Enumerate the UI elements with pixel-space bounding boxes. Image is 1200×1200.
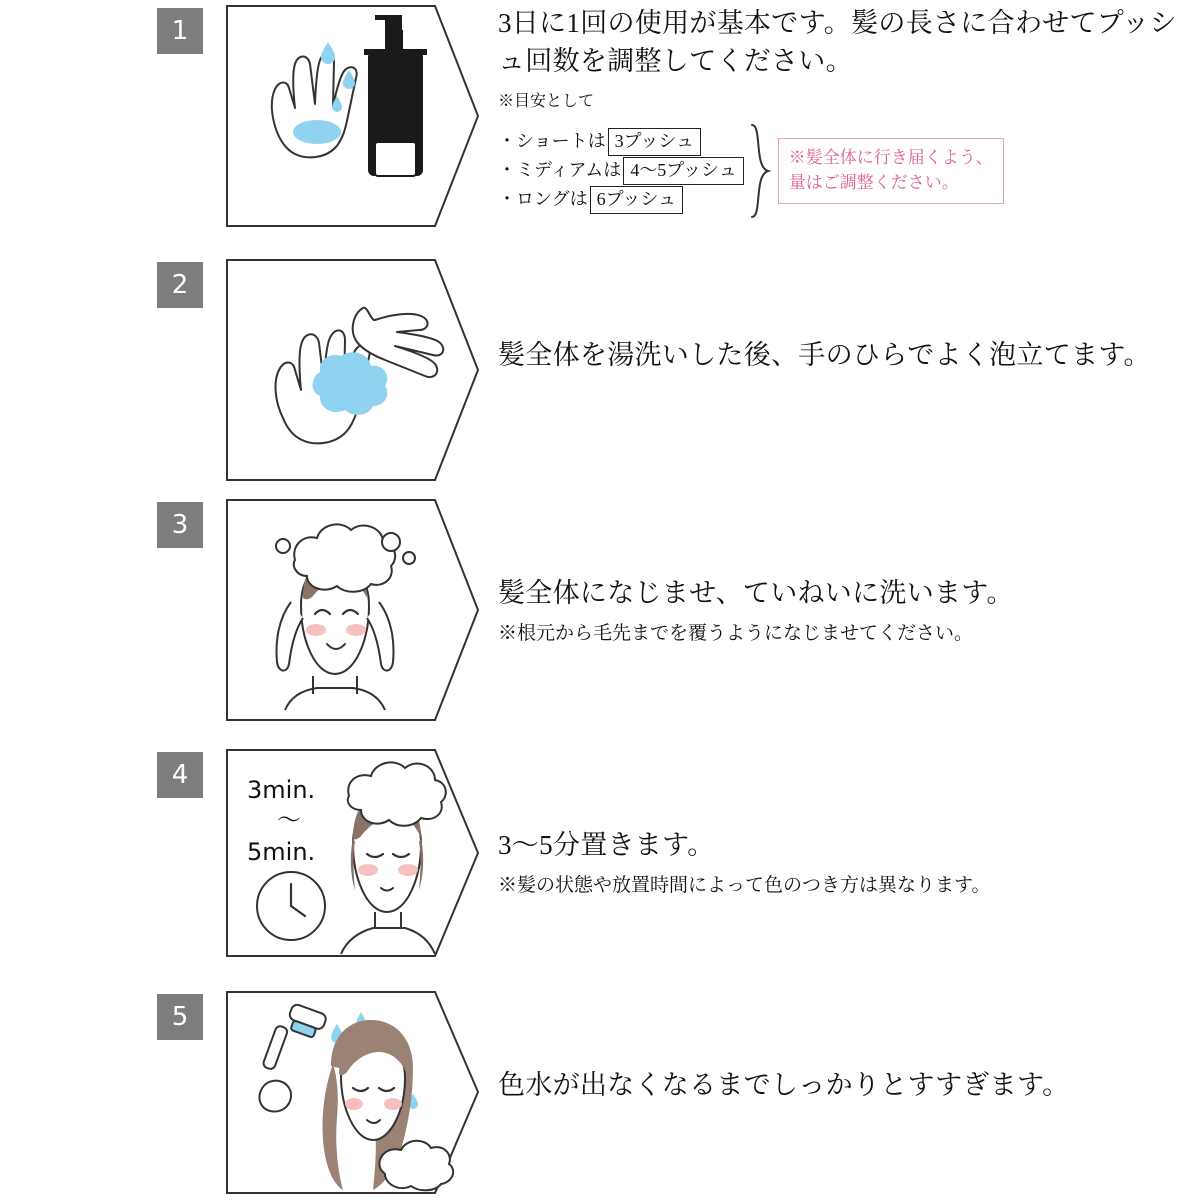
woman-waiting-with-clock-icon: [225, 748, 480, 958]
guide-value-long: 6プッシュ: [590, 186, 683, 214]
woman-washing-hair-icon: [225, 498, 480, 723]
step-1-note-prefix: ※目安として: [498, 92, 595, 110]
brace-icon: [748, 123, 772, 219]
guide-row-medium: [498, 157, 744, 186]
step-3-text: [480, 498, 1200, 649]
step-2: [0, 258, 1200, 483]
volume-callout: [778, 138, 1004, 203]
step-number-badge: 1: [157, 8, 203, 54]
step-3: [0, 498, 1200, 723]
guide-value-medium: 4〜5プッシュ: [623, 157, 743, 185]
step-1-text: [480, 4, 1200, 219]
step-4-headline: 3〜5分置きます。: [498, 830, 715, 860]
step-5-text: [480, 990, 1200, 1104]
guide-label-medium: ・ミディアムは: [498, 160, 622, 181]
time-top-label: 3min.: [247, 776, 316, 804]
step-3-subline: ※根元から毛先までを覆うようになじませてください。: [498, 623, 974, 645]
step-number-badge: 5: [157, 994, 203, 1040]
step-3-headline: 髪全体になじませ、ていねいに洗います。: [498, 578, 1014, 608]
step-4-text: [480, 748, 1200, 901]
step-number-badge: 4: [157, 752, 203, 798]
step-4: [0, 748, 1200, 958]
volume-callout-line-1: ※髪全体に行き届くよう、: [788, 148, 993, 168]
push-count-guide: [498, 123, 1200, 219]
guide-label-long: ・ロングは: [498, 189, 588, 210]
step-number-badge: 2: [157, 262, 203, 308]
step-5: [0, 990, 1200, 1195]
hand-with-pump-bottle-icon: [225, 4, 480, 229]
guide-row-long: [498, 186, 744, 215]
step-2-text: [480, 258, 1200, 374]
step-4-subline: ※髪の状態や放置時間によって色のつき方は異なります。: [498, 875, 991, 897]
guide-label-short: ・ショートは: [498, 131, 606, 152]
step-2-headline: 髪全体を湯洗いした後、手のひらでよく泡立てます。: [498, 340, 1151, 370]
time-bottom-label: 5min.: [247, 838, 316, 866]
step-1-headline: 3日に1回の使用が基本です。髪の長さに合わせてプッシュ回数を調整してください。: [498, 8, 1177, 77]
guide-row-short: [498, 128, 744, 157]
step-5-headline: 色水が出なくなるまでしっかりとすすぎます。: [498, 1070, 1070, 1100]
two-hands-lathering-icon: [225, 258, 480, 483]
time-tilde-label: 〜: [277, 806, 301, 834]
woman-rinsing-with-shower-icon: [225, 990, 480, 1195]
guide-value-short: 3プッシュ: [608, 128, 701, 156]
step-number-badge: 3: [157, 502, 203, 548]
step-1: [0, 4, 1200, 229]
volume-callout-line-2: 量はご調整ください。: [788, 173, 959, 193]
